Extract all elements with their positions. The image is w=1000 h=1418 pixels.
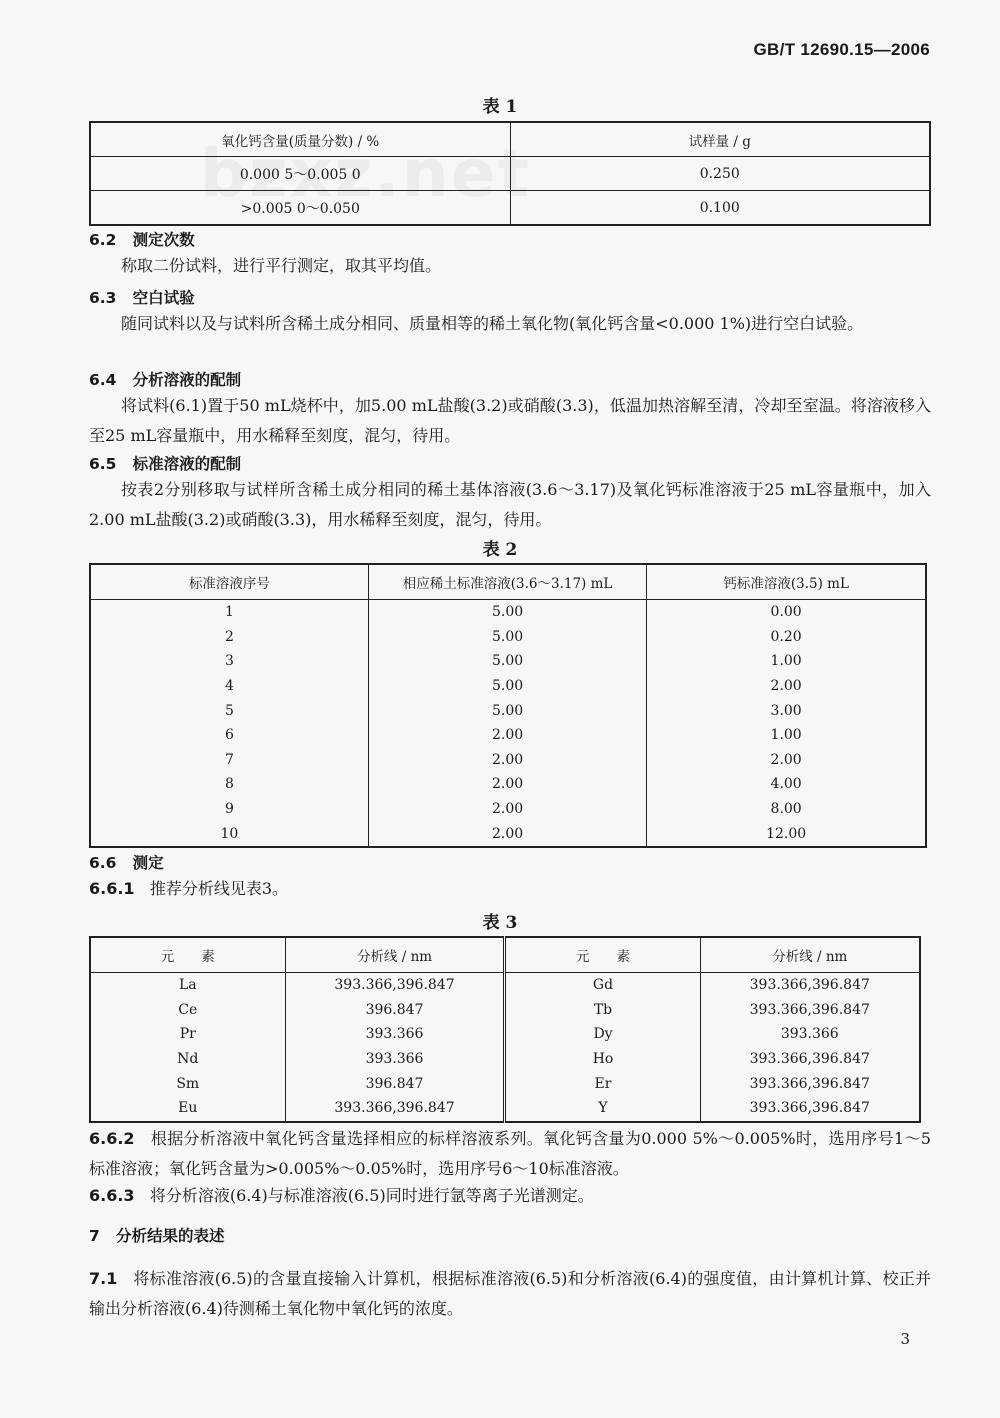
table2-cell: 9 xyxy=(90,797,368,822)
table3 xyxy=(89,936,921,1123)
section-title: 测定次数 xyxy=(132,231,195,249)
table3-cell: 393.366,396.847 xyxy=(700,1071,920,1096)
table-row xyxy=(90,772,926,797)
section-6-4-text: 将试料(6.1)置于50 mL烧杯中，加5.00 mL盐酸(3.2)或硝酸(3.3)，低温加热溶解至清，冷却至室温。将溶液移入至25 mL容量瓶中，用水稀释至刻度，混匀，待用。 xyxy=(89,396,931,445)
section-6-2-heading xyxy=(89,228,195,250)
table3-cell: Eu xyxy=(90,1096,285,1122)
table3-cell: 396.847 xyxy=(285,1071,505,1096)
section-number: 6.3 xyxy=(89,289,117,307)
table3-cell: 393.366 xyxy=(700,1022,920,1047)
document-code: GB/T 12690.15—2006 xyxy=(753,40,930,59)
table3-header-line: 分析线 / nm xyxy=(700,937,920,973)
table2-cell: 10 xyxy=(90,821,368,847)
table3-cell: Tb xyxy=(505,998,700,1023)
table-row xyxy=(90,600,926,625)
table2-cell: 2.00 xyxy=(368,748,646,773)
section-number: 6.6.1 xyxy=(89,879,135,898)
table3-cell: Y xyxy=(505,1096,700,1122)
table2-cell: 5 xyxy=(90,698,368,723)
section-text: 根据分析溶液中氧化钙含量选择相应的标样溶液系列。氧化钙含量为0.000 5%～0.005%时，选用序号1～5标准溶液；氧化钙含量为>0.005%～0.05%时，选用序号6～10标准溶液。 xyxy=(89,1129,931,1178)
section-title: 分析溶液的配制 xyxy=(132,371,242,389)
table-row xyxy=(90,1096,920,1122)
table2-header-ca: 钙标准溶液(3.5) mL xyxy=(647,564,926,600)
section-title: 测定 xyxy=(132,854,164,872)
section-6-5-text: 按表2分别移取与试样所含稀土成分相同的稀土基体溶液(3.6～3.17)及氧化钙标准溶液于25 mL容量瓶中，加入2.00 mL盐酸(3.2)或硝酸(3.3)，用水稀释至刻度，混匀，待用。 xyxy=(89,480,931,529)
section-6-6-heading xyxy=(89,851,164,873)
table3-cell: 393.366,396.847 xyxy=(700,1047,920,1072)
table3-cell: Gd xyxy=(505,973,700,998)
section-number: 7.1 xyxy=(89,1269,118,1288)
table-row xyxy=(90,649,926,674)
table3-cell: Dy xyxy=(505,1022,700,1047)
table2-cell: 2.00 xyxy=(368,723,646,748)
table2-cell: 8 xyxy=(90,772,368,797)
table2-cell: 4 xyxy=(90,674,368,699)
section-6-2-text: 称取二份试料，进行平行测定，取其平均值。 xyxy=(121,256,442,275)
section-text: 推荐分析线见表3。 xyxy=(149,879,289,898)
section-text: 将标准溶液(6.5)的含量直接输入计算机，根据标准溶液(6.5)和分析溶液(6.4)的强度值，由计算机计算、校正并输出分析溶液(6.4)待测稀土氧化物中氧化钙的浓度。 xyxy=(89,1269,931,1318)
table2-cell: 5.00 xyxy=(368,649,646,674)
table-row xyxy=(90,723,926,748)
table3-cell: Nd xyxy=(90,1047,285,1072)
table2-cell: 1.00 xyxy=(647,649,926,674)
table2-cell: 6 xyxy=(90,723,368,748)
section-text: 将分析溶液(6.4)与标准溶液(6.5)同时进行氩等离子光谱测定。 xyxy=(149,1186,594,1205)
table2-cell: 8.00 xyxy=(647,797,926,822)
section-number: 6.6.2 xyxy=(89,1129,135,1148)
table3-cell: 393.366,396.847 xyxy=(700,973,920,998)
section-6-6-3 xyxy=(89,1181,931,1211)
table2-cell: 2.00 xyxy=(368,821,646,847)
table3-header-element: 元 素 xyxy=(505,937,700,973)
page-number: 3 xyxy=(900,1330,910,1348)
table3-caption: 表 3 xyxy=(482,913,518,933)
section-6-3-text: 随同试料以及与试料所含稀土成分相同、质量相等的稀土氧化物(氧化钙含量<0.000 1%)进行空白试验。 xyxy=(121,314,864,333)
table-row xyxy=(90,797,926,822)
table2-cell: 0.20 xyxy=(647,625,926,650)
section-title: 分析结果的表述 xyxy=(116,1227,225,1245)
section-number: 6.6.3 xyxy=(89,1186,135,1205)
table-row xyxy=(90,998,920,1023)
section-number: 6.5 xyxy=(89,455,117,473)
section-title: 标准溶液的配制 xyxy=(132,455,242,473)
table3-cell: Sm xyxy=(90,1071,285,1096)
table3-cell: La xyxy=(90,973,285,998)
table-row xyxy=(90,821,926,847)
table3-cell: Pr xyxy=(90,1022,285,1047)
table-row xyxy=(90,748,926,773)
table2-cell: 0.00 xyxy=(647,600,926,625)
table2-cell: 5.00 xyxy=(368,674,646,699)
table3-header-element: 元 素 xyxy=(90,937,285,973)
section-7-heading xyxy=(89,1224,225,1246)
table3-cell: Ce xyxy=(90,998,285,1023)
table3-cell: 393.366,396.847 xyxy=(285,973,505,998)
table1-header-content: 氧化钙含量(质量分数) / % xyxy=(90,122,510,157)
table2-cell: 2.00 xyxy=(647,748,926,773)
table-row xyxy=(90,698,926,723)
table2-cell: 2.00 xyxy=(368,797,646,822)
table3-cell: 393.366,396.847 xyxy=(285,1096,505,1122)
table2-cell: 5.00 xyxy=(368,625,646,650)
table3-cell: 393.366 xyxy=(285,1047,505,1072)
table2-cell: 7 xyxy=(90,748,368,773)
section-7-1 xyxy=(89,1264,931,1324)
section-title: 空白试验 xyxy=(132,289,195,307)
section-6-5-heading xyxy=(89,452,241,474)
table-row xyxy=(90,157,930,191)
table2-cell: 5.00 xyxy=(368,600,646,625)
table3-cell: Ho xyxy=(505,1047,700,1072)
table2-cell: 1 xyxy=(90,600,368,625)
table-row xyxy=(90,973,920,998)
table3-header-line: 分析线 / nm xyxy=(285,937,505,973)
table1-cell: 0.100 xyxy=(510,191,930,226)
section-number: 6.4 xyxy=(89,371,117,389)
table3-cell: Er xyxy=(505,1071,700,1096)
table2 xyxy=(89,563,927,848)
table1 xyxy=(89,121,931,226)
section-6-6-1 xyxy=(89,874,931,904)
table3-cell: 393.366,396.847 xyxy=(700,998,920,1023)
table2-cell: 3 xyxy=(90,649,368,674)
table2-cell: 2.00 xyxy=(647,674,926,699)
section-6-4-heading xyxy=(89,368,241,390)
section-number: 7 xyxy=(89,1227,100,1245)
table-row xyxy=(90,1047,920,1072)
table1-cell: 0.250 xyxy=(510,157,930,191)
table2-caption: 表 2 xyxy=(482,540,518,560)
section-number: 6.6 xyxy=(89,854,117,872)
table2-header-index: 标准溶液序号 xyxy=(90,564,368,600)
table2-header-re: 相应稀土标准溶液(3.6～3.17) mL xyxy=(368,564,646,600)
table2-cell: 1.00 xyxy=(647,723,926,748)
section-6-3-heading xyxy=(89,286,195,308)
table3-cell: 393.366,396.847 xyxy=(700,1096,920,1122)
table2-cell: 12.00 xyxy=(647,821,926,847)
table-row xyxy=(90,674,926,699)
table-row xyxy=(90,191,930,226)
table2-cell: 4.00 xyxy=(647,772,926,797)
table1-caption: 表 1 xyxy=(482,97,518,117)
table-row xyxy=(90,1022,920,1047)
table3-cell: 396.847 xyxy=(285,998,505,1023)
table3-cell: 393.366 xyxy=(285,1022,505,1047)
table1-cell: 0.000 5～0.005 0 xyxy=(90,157,510,191)
table2-cell: 5.00 xyxy=(368,698,646,723)
table2-cell: 3.00 xyxy=(647,698,926,723)
table-row xyxy=(90,625,926,650)
table1-cell: >0.005 0～0.050 xyxy=(90,191,510,226)
table2-cell: 2.00 xyxy=(368,772,646,797)
table-row xyxy=(90,1071,920,1096)
section-6-6-2 xyxy=(89,1124,931,1184)
table1-header-mass: 试样量 / g xyxy=(510,122,930,157)
table2-cell: 2 xyxy=(90,625,368,650)
section-number: 6.2 xyxy=(89,231,117,249)
